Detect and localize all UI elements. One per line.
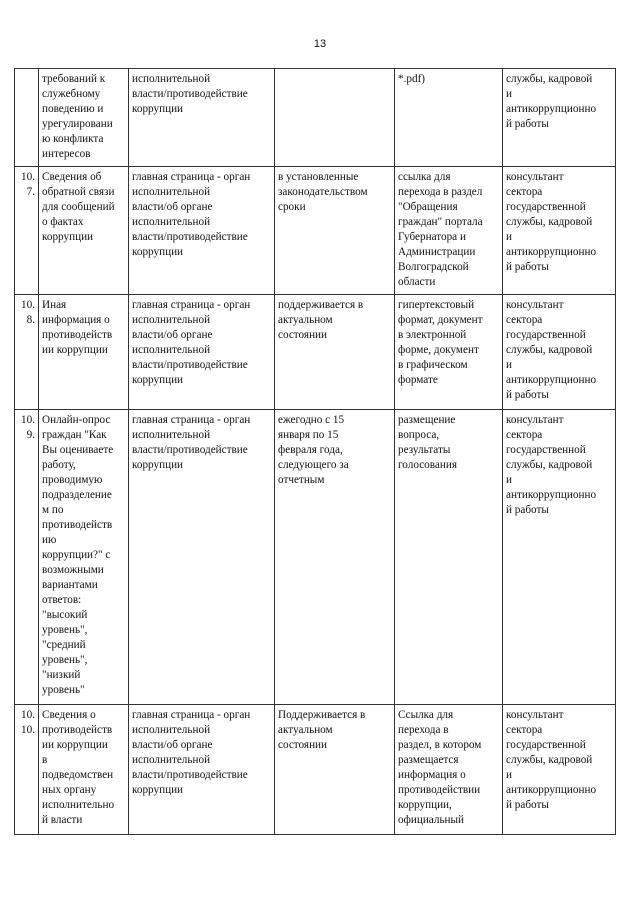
item-responsible: консультант сектора государственной службы, кадровой и антикоррупционно й работы (503, 705, 616, 835)
item-name: Иная информация о противодейств ии коррупции (39, 295, 129, 410)
table-row (15, 295, 616, 410)
item-location: главная страница - орган исполнительной власти/об органе исполнительной власти/противодействие коррупции (129, 705, 275, 835)
item-name: требований к служебному поведению и урегулировани ю конфликта интересов (39, 69, 129, 167)
row-number: 10. 7. (15, 167, 39, 295)
item-period: в установленные законодательством сроки (275, 167, 395, 295)
table-row (15, 69, 616, 167)
item-period (275, 69, 395, 167)
item-name: Сведения об обратной связи для сообщений о фактах коррупции (39, 167, 129, 295)
item-location: исполнительной власти/противодействие коррупции (129, 69, 275, 167)
table-row (15, 410, 616, 705)
item-format: ссылка для перехода в раздел "Обращения граждан" портала Губернатора и Администрации Волгоградской области (395, 167, 503, 295)
item-format: размещение вопроса, результаты голосования (395, 410, 503, 705)
item-format: гипертекстовый формат, документ в электронной форме, документ в графическом формате (395, 295, 503, 410)
item-period: ежегодно с 15 января по 15 февраля года, следующего за отчетным (275, 410, 395, 705)
item-location: главная страница - орган исполнительной власти/об органе исполнительной власти/противодействие коррупции (129, 167, 275, 295)
item-name: Онлайн-опрос граждан "Как Вы оцениваете работу, проводимую подразделение м по противодейств ию коррупции?" с возможными вариантами ответов: "высокий уровень", "средний уровень", "низкий уровень" (39, 410, 129, 705)
item-location: главная страница - орган исполнительной власти/об органе исполнительной власти/противодействие коррупции (129, 295, 275, 410)
item-format: *.pdf) (395, 69, 503, 167)
information-table (14, 68, 616, 835)
row-number (15, 69, 39, 167)
item-responsible: консультант сектора государственной службы, кадровой и антикоррупционно й работы (503, 295, 616, 410)
item-name: Сведения о противодейств ии коррупции в подведомствен ных органу исполнительно й власти (39, 705, 129, 835)
table-row (15, 705, 616, 835)
page-number: 13 (313, 38, 327, 50)
item-period: Поддерживается в актуальном состоянии (275, 705, 395, 835)
row-number: 10. 10. (15, 705, 39, 835)
row-number: 10. 9. (15, 410, 39, 705)
item-format: Ссылка для перехода в раздел, в котором размещается информация о противодействии коррупции, официальный (395, 705, 503, 835)
item-period: поддерживается в актуальном состоянии (275, 295, 395, 410)
item-responsible: консультант сектора государственной службы, кадровой и антикоррупционно й работы (503, 410, 616, 705)
item-location: главная страница - орган исполнительной власти/противодействие коррупции (129, 410, 275, 705)
row-number: 10. 8. (15, 295, 39, 410)
table-row (15, 167, 616, 295)
item-responsible: консультант сектора государственной службы, кадровой и антикоррупционно й работы (503, 167, 616, 295)
item-responsible: службы, кадровой и антикоррупционно й работы (503, 69, 616, 167)
